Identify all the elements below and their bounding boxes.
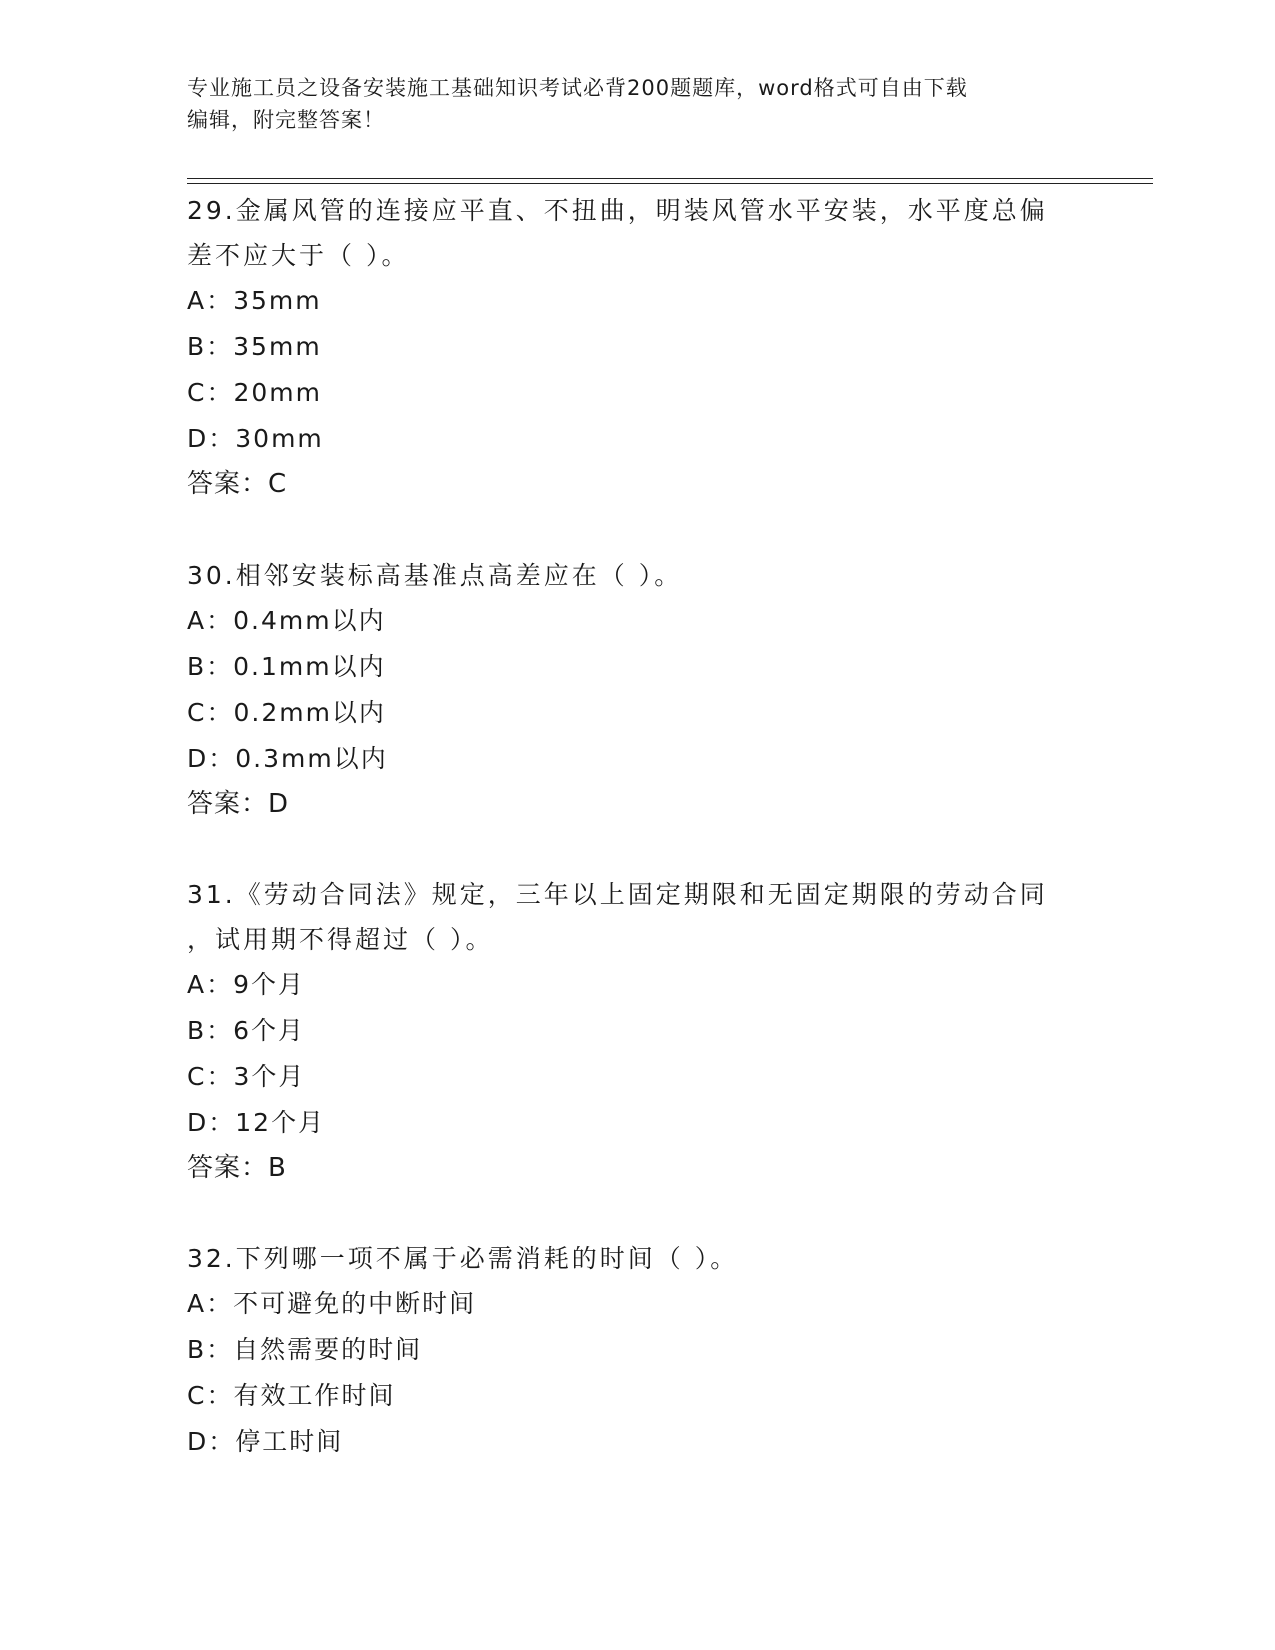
question-29 <box>187 188 1087 506</box>
option-a <box>187 598 1087 644</box>
option-b <box>187 644 1087 690</box>
option-c <box>187 1373 1087 1419</box>
question-30 <box>187 553 1087 826</box>
question-stem-line-2: ，试用期不得超过（ ）。 <box>187 925 494 954</box>
option-key: D： <box>187 1108 236 1137</box>
option-text: 35mm <box>233 332 322 361</box>
option-list <box>187 962 1087 1146</box>
option-b <box>187 1008 1087 1054</box>
question-stem-line-2: 差不应大于（ ）。 <box>187 241 410 270</box>
option-b <box>187 324 1087 370</box>
option-key: D： <box>187 424 236 453</box>
option-a <box>187 1281 1087 1327</box>
option-key: C： <box>187 378 234 407</box>
question-stem-line-1: 30.相邻安装标高基准点高差应在（ ）。 <box>187 561 683 590</box>
option-d <box>187 1100 1087 1146</box>
option-key: A： <box>187 286 234 315</box>
option-b <box>187 1327 1087 1373</box>
option-c <box>187 690 1087 736</box>
question-31 <box>187 872 1087 1190</box>
option-key: A： <box>187 970 234 999</box>
option-text: 自然需要的时间 <box>233 1335 423 1364</box>
option-key: D： <box>187 1427 236 1456</box>
option-text: 20mm <box>233 378 322 407</box>
header-divider-bottom <box>187 183 1153 184</box>
option-key: C： <box>187 1381 234 1410</box>
option-a <box>187 278 1087 324</box>
option-text: 不可避免的中断时间 <box>233 1289 477 1318</box>
option-c <box>187 1054 1087 1100</box>
option-text: 12个月 <box>235 1108 326 1137</box>
answer-text: 答案：D <box>187 789 290 819</box>
option-text: 0.3mm以内 <box>235 744 388 773</box>
option-text: 35mm <box>233 286 322 315</box>
option-d <box>187 1419 1087 1465</box>
question-32 <box>187 1236 1087 1465</box>
option-key: D： <box>187 744 236 773</box>
option-key: C： <box>187 1062 234 1091</box>
option-key: B： <box>187 652 234 681</box>
answer-text: 答案：B <box>187 1153 287 1183</box>
option-key: A： <box>187 1289 234 1318</box>
option-text: 3个月 <box>233 1062 306 1091</box>
option-text: 停工时间 <box>235 1427 344 1456</box>
option-c <box>187 370 1087 416</box>
option-text: 6个月 <box>233 1016 306 1045</box>
question-stem-line-1: 31.《劳动合同法》规定，三年以上固定期限和无固定期限的劳动合同 <box>187 880 1048 909</box>
option-text: 0.2mm以内 <box>233 698 386 727</box>
question-stem-line-1: 29.金属风管的连接应平直、不扭曲，明装风管水平安装，水平度总偏 <box>187 196 1048 225</box>
option-list <box>187 598 1087 782</box>
option-text: 9个月 <box>233 970 306 999</box>
option-key: B： <box>187 1335 234 1364</box>
option-key: B： <box>187 1016 234 1045</box>
option-d <box>187 736 1087 782</box>
option-key: A： <box>187 606 234 635</box>
header-divider-top <box>187 178 1153 179</box>
option-text: 0.4mm以内 <box>233 606 386 635</box>
question-stem-line-1: 32.下列哪一项不属于必需消耗的时间（ ）。 <box>187 1244 739 1273</box>
option-key: C： <box>187 698 234 727</box>
option-text: 30mm <box>235 424 324 453</box>
document-header <box>187 72 1067 136</box>
option-list <box>187 1281 1087 1465</box>
option-text: 有效工作时间 <box>233 1381 396 1410</box>
option-text: 0.1mm以内 <box>233 652 386 681</box>
header-line-1: 专业施工员之设备安装施工基础知识考试必背200题题库，word格式可自由下载 <box>187 76 968 100</box>
answer-text: 答案：C <box>187 469 288 499</box>
option-a <box>187 962 1087 1008</box>
option-list <box>187 278 1087 462</box>
option-d <box>187 416 1087 462</box>
header-line-2: 编辑，附完整答案！ <box>187 108 385 132</box>
option-key: B： <box>187 332 234 361</box>
